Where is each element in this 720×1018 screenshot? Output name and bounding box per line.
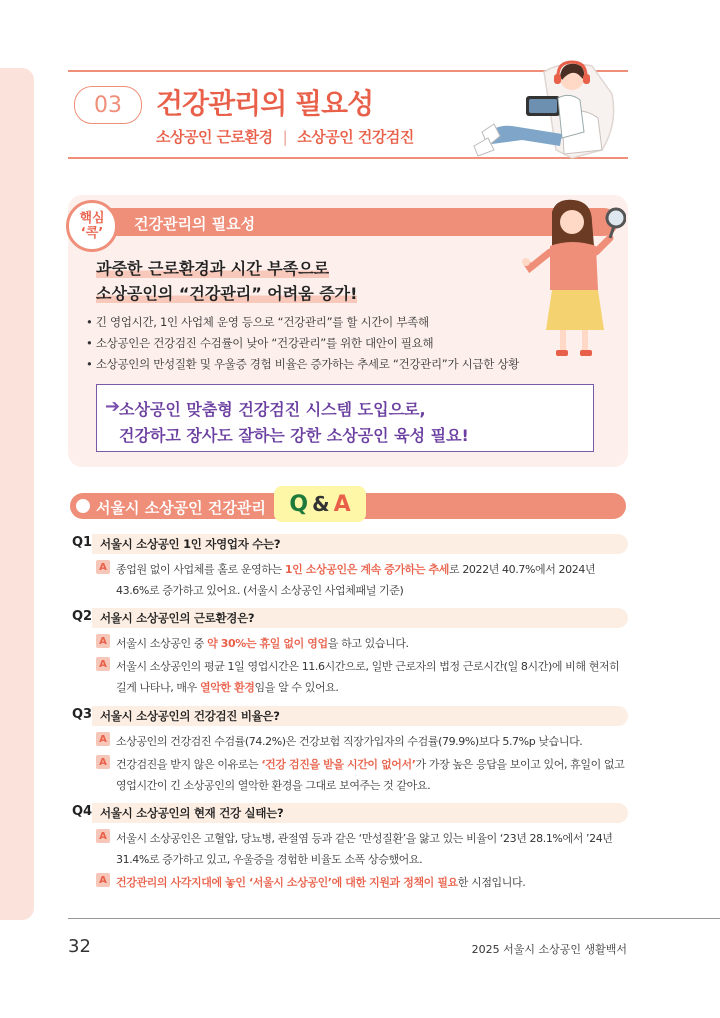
section-title: 건강관리의 필요성 xyxy=(156,87,374,120)
conclusion-line1: 소상공인 맞춤형 건강검진 시스템 도입으로, xyxy=(119,400,426,419)
answer-mark: A xyxy=(96,755,110,769)
question-text: 서울시 소상공인의 근로환경은? xyxy=(100,611,255,625)
key-point-bullets xyxy=(86,312,519,375)
answer-row xyxy=(96,559,632,601)
person-relaxing-illustration-icon xyxy=(452,54,620,160)
question-number: Q4 xyxy=(72,804,93,819)
footer-rule xyxy=(68,918,720,919)
woman-with-magnifier-illustration-icon xyxy=(522,198,626,360)
question-number: Q3 xyxy=(72,707,93,722)
qa-badge xyxy=(274,486,366,522)
answer-text: 서울시 소상공인 중 약 30%는 휴일 없이 영업을 하고 있습니다. xyxy=(116,637,409,650)
qa-badge-a: A xyxy=(333,491,351,517)
page-number: 32 xyxy=(68,936,91,957)
key-point-label: 건강관리의 필요성 xyxy=(134,215,256,233)
section-subtitle xyxy=(156,126,414,147)
section-number: 03 xyxy=(74,86,142,124)
question-row-1 xyxy=(72,534,628,554)
answer-text: 종업원 없이 사업체를 홀로 운영하는 1인 소상공인은 계속 증가하는 추세로 2022년 40.7%에서 2024년 43.6%로 증가하고 있어요. (서울시 소상공인 사업체패널 기준) xyxy=(116,563,596,597)
question-row-3 xyxy=(72,706,628,726)
question-text: 서울시 소상공인의 건강검진 비율은? xyxy=(100,709,280,723)
answer-mark: A xyxy=(96,560,110,574)
answer-mark: A xyxy=(96,732,110,746)
question-number: Q1 xyxy=(72,535,93,550)
qa-badge-q: Q xyxy=(289,491,309,517)
answer-mark: A xyxy=(96,657,110,671)
answer-row xyxy=(96,872,632,893)
answer-text: 건강검진을 받지 않은 이유로는 ‘건강 검진을 받을 시간이 없어서’가 가장 높은 응답을 보이고 있어, 휴일이 없고 영업시간이 긴 소상공인의 열악한 환경을 그대로 보여주는 것 같아요. xyxy=(116,758,625,792)
key-point-badge xyxy=(66,200,118,252)
subtitle-right: 소상공인 건강검진 xyxy=(297,128,414,146)
answer-mark: A xyxy=(96,873,110,887)
headline-line1: 과중한 근로환경과 시간 부족으로 xyxy=(96,259,330,278)
question-text: 서울시 소상공인 1인 자영업자 수는? xyxy=(100,537,281,551)
answer-mark: A xyxy=(96,634,110,648)
question-text: 서울시 소상공인의 현재 건강 실태는? xyxy=(100,806,284,820)
answer-text: 서울시 소상공인은 고혈압, 당뇨병, 관절염 등과 같은 ‘만성질환’을 앓고 있는 비율이 ‘23년 28.1%에서 ’24년 31.4%로 증가하고 있고, 우울증을 경험한 비율도 소폭 상승했어요. xyxy=(116,832,613,866)
answer-row xyxy=(96,828,632,870)
answer-text: 서울시 소상공인의 평균 1일 영업시간은 11.6시간으로, 일반 근로자의 법정 근로시간(일 8시간)에 비해 현저히 길게 나타나, 매우 열악한 환경임을 알 수 있어요. xyxy=(116,660,620,694)
answer-row xyxy=(96,754,632,796)
arrow-right-icon: ➔ xyxy=(105,396,121,417)
subtitle-separator: | xyxy=(282,128,288,146)
question-number: Q2 xyxy=(72,609,93,624)
badge-line1: 핵심 xyxy=(79,211,105,226)
question-row-4 xyxy=(72,803,628,823)
answer-row xyxy=(96,656,632,698)
qa-badge-amp: & xyxy=(312,492,330,516)
headline-line2: 소상공인의 “건강관리” 어려움 증가! xyxy=(96,284,358,303)
conclusion-box xyxy=(96,384,594,452)
key-point-headline xyxy=(96,256,357,306)
side-tab-decoration xyxy=(0,68,34,920)
bullet-dot-icon xyxy=(76,499,90,513)
answer-row xyxy=(96,633,632,654)
answer-text: 건강관리의 사각지대에 놓인 ‘서울시 소상공인’에 대한 지원과 정책이 필요한 시점입니다. xyxy=(116,876,526,889)
bullet-item: • 소상공인의 만성질환 및 우울증 경험 비율은 증가하는 추세로 “건강관리”가 시급한 상황 xyxy=(86,354,519,375)
book-title: 2025 서울시 소상공인 생활백서 xyxy=(471,943,627,956)
badge-line2: ‘콕’ xyxy=(80,226,104,241)
qa-title: 서울시 소상공인 건강관리 xyxy=(96,499,266,517)
subtitle-left: 소상공인 근로환경 xyxy=(156,128,273,146)
answer-text: 소상공인의 건강검진 수검률(74.2%)은 건강보험 직장가입자의 수검률(79.9%)보다 5.7%p 낮습니다. xyxy=(116,735,583,748)
answer-row xyxy=(96,731,632,752)
answer-mark: A xyxy=(96,829,110,843)
bullet-item: • 긴 영업시간, 1인 사업체 운영 등으로 “건강관리”를 할 시간이 부족해 xyxy=(86,312,519,333)
conclusion-line2: 건강하고 장사도 잘하는 강한 소상공인 육성 필요! xyxy=(119,426,469,445)
bullet-item: • 소상공인은 건강검진 수검률이 낮아 “건강관리”를 위한 대안이 필요해 xyxy=(86,333,519,354)
question-row-2 xyxy=(72,608,628,628)
